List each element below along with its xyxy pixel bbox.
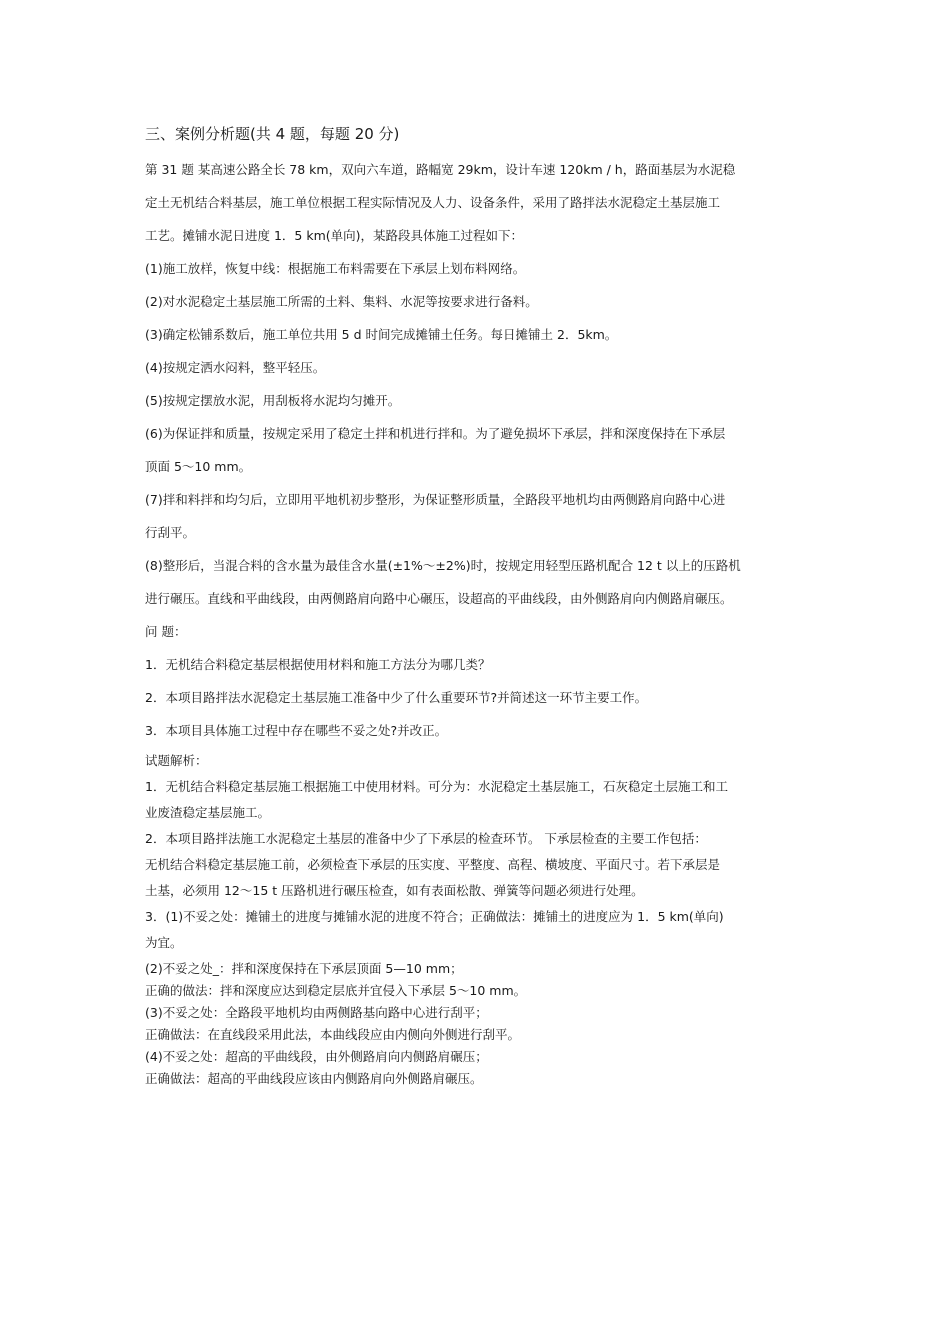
- answer-line: (4)不妥之处：超高的平曲线段，由外侧路肩向内侧路肩碾压；: [145, 1049, 488, 1064]
- section-heading: 三、案例分析题(共 4 题，每题 20 分): [145, 125, 400, 143]
- question-line: (3)确定松铺系数后，施工单位共用 5 d 时间完成摊铺土任务。每日摊铺土 2．5km。: [145, 327, 618, 342]
- question-line: 定土无机结合料基层，施工单位根据工程实际情况及人力、设备条件，采用了路拌法水泥稳定土基层施工: [145, 195, 721, 210]
- answer-line: 正确的做法：拌和深度应达到稳定层底并宜侵入下承层 5～10 mm。: [145, 983, 527, 998]
- answer-line: 土基，必须用 12～15 t 压路机进行碾压检查，如有表面松散、弹簧等问题必须进行处理。: [145, 883, 644, 898]
- question-line: 顶面 5～10 mm。: [145, 459, 252, 474]
- answer-line: 3．(1)不妥之处：摊铺土的进度与摊铺水泥的进度不符合；正确做法：摊铺土的进度应为 1．5 km(单向): [145, 909, 724, 924]
- answer-line: 正确做法：超高的平曲线段应该由内侧路肩向外侧路肩碾压。: [145, 1071, 483, 1086]
- question-line: 3．本项目具体施工过程中存在哪些不妥之处?并改正。: [145, 723, 448, 738]
- question-line: (4)按规定洒水闷料，整平轻压。: [145, 360, 326, 375]
- question-line: 2．本项目路拌法水泥稳定土基层施工准备中少了什么重要环节?并简述这一环节主要工作。: [145, 690, 648, 705]
- answer-line: 试题解析：: [145, 753, 208, 768]
- question-line: (8)整形后，当混合料的含水量为最佳含水量(±1%～±2%)时，按规定用轻型压路机配合 12 t 以上的压路机: [145, 558, 741, 573]
- question-line: 工艺。摊铺水泥日进度 1．5 km(单向)，某路段具体施工过程如下：: [145, 228, 524, 243]
- question-block: [145, 153, 815, 747]
- answer-line: (3)不妥之处：全路段平地机均由两侧路基向路中心进行刮平；: [145, 1005, 488, 1020]
- question-line: 行刮平。: [145, 525, 196, 540]
- answer-line: 1．无机结合料稳定基层施工根据施工中使用材料。可分为：水泥稳定土基层施工，石灰稳定土层施工和工: [145, 779, 728, 794]
- question-line: (1)施工放样，恢复中线：根据施工布料需要在下承层上划布料网络。: [145, 261, 526, 276]
- question-line: 进行碾压。直线和平曲线段，由两侧路肩向路中心碾压，设超高的平曲线段，由外侧路肩向内侧路肩碾压。: [145, 591, 733, 606]
- answer-line: 业废渣稳定基层施工。: [145, 805, 271, 820]
- question-line: (6)为保证拌和质量，按规定采用了稳定土拌和机进行拌和。为了避免损坏下承层，拌和深度保持在下承层: [145, 426, 726, 441]
- question-line: (2)对水泥稳定土基层施工所需的土料、集料、水泥等按要求进行备料。: [145, 294, 538, 309]
- answer-line: 正确做法：在直线段采用此法，本曲线段应由内侧向外侧进行刮平。: [145, 1027, 521, 1042]
- answer-line: 2．本项目路拌法施工水泥稳定土基层的准备中少了下承层的检查环节。 下承层检查的主要工作包括：: [145, 831, 707, 846]
- answer-block: [145, 750, 815, 1090]
- question-line: (7)拌和料拌和均匀后，立即用平地机初步整形，为保证整形质量，全路段平地机均由两侧路肩向路中心进: [145, 492, 726, 507]
- answer-line: (2)不妥之处_：拌和深度保持在下承层顶面 5—10 mm；: [145, 961, 463, 976]
- question-line: 第 31 题 某高速公路全长 78 km，双向六车道，路幅宽 29km，设计车速 120km / h，路面基层为水泥稳: [145, 162, 736, 177]
- question-line: 问 题：: [145, 624, 187, 639]
- question-line: 1．无机结合料稳定基层根据使用材料和施工方法分为哪几类？: [145, 657, 491, 672]
- question-line: (5)按规定摆放水泥，用刮板将水泥均匀摊开。: [145, 393, 401, 408]
- answer-line: 无机结合料稳定基层施工前，必须检查下承层的压实度、平整度、高程、横坡度、平面尺寸。若下承层是: [145, 857, 721, 872]
- answer-line: 为宜。: [145, 935, 183, 950]
